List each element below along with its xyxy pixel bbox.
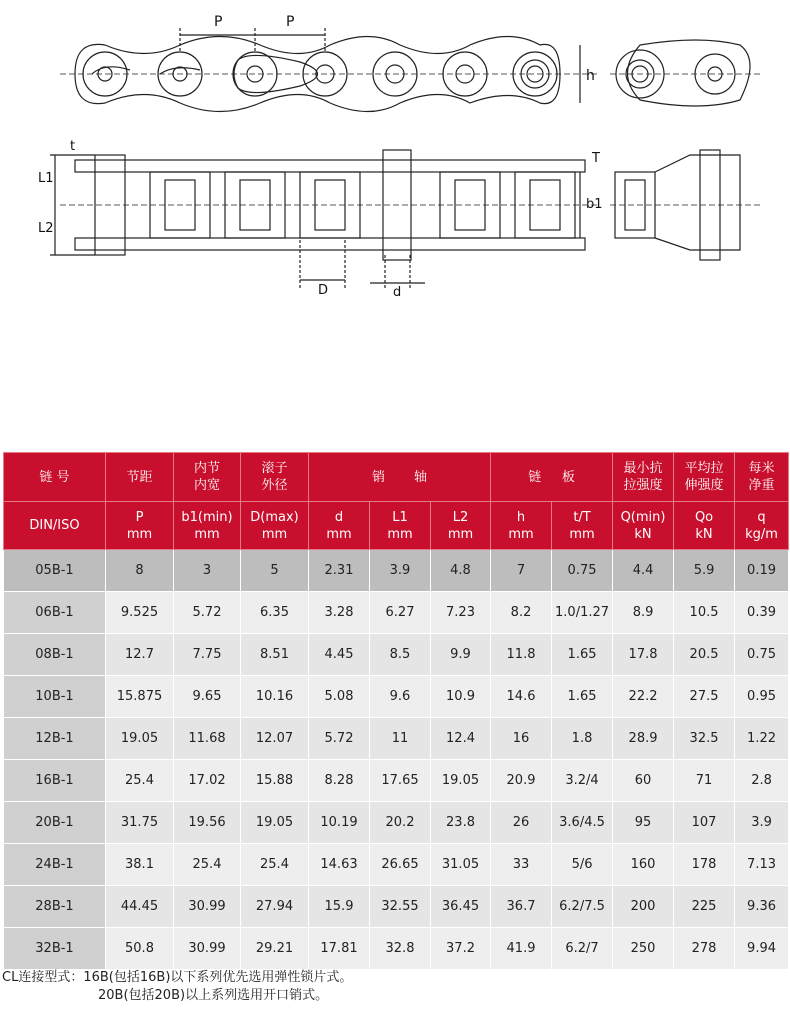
table-cell: 12.07 bbox=[241, 718, 309, 760]
table-cell: 12.4 bbox=[431, 718, 491, 760]
table-body bbox=[4, 550, 789, 970]
label-T: T bbox=[592, 151, 600, 166]
th-inner-width: 内节 内宽 bbox=[174, 453, 241, 502]
cell-model: 28B-1 bbox=[4, 886, 106, 928]
table-cell: 32.5 bbox=[674, 718, 735, 760]
table-cell: 9.525 bbox=[106, 592, 174, 634]
th-d-mm: d mm bbox=[309, 502, 370, 550]
table-cell: 28.9 bbox=[613, 718, 674, 760]
cell-model: 08B-1 bbox=[4, 634, 106, 676]
label-l1: L1 bbox=[38, 171, 54, 186]
table-cell: 17.02 bbox=[174, 760, 241, 802]
label-b1: b1 bbox=[586, 197, 603, 212]
table-cell: 36.7 bbox=[491, 886, 552, 928]
th-plate: 链 板 bbox=[491, 453, 613, 502]
label-pitch-1: P bbox=[214, 14, 223, 30]
th-d-max-mm: D(max) mm bbox=[241, 502, 309, 550]
table-row bbox=[4, 718, 789, 760]
table-cell: 4.45 bbox=[309, 634, 370, 676]
th-p-mm: P mm bbox=[106, 502, 174, 550]
table-cell: 15.9 bbox=[309, 886, 370, 928]
notes bbox=[2, 969, 352, 1005]
table-cell: 0.19 bbox=[735, 550, 789, 592]
table-cell: 225 bbox=[674, 886, 735, 928]
table-row bbox=[4, 844, 789, 886]
table-cell: 41.9 bbox=[491, 928, 552, 970]
table-cell: 2.8 bbox=[735, 760, 789, 802]
table-cell: 7.23 bbox=[431, 592, 491, 634]
table-cell: 20.2 bbox=[370, 802, 431, 844]
table-cell: 14.63 bbox=[309, 844, 370, 886]
table-cell: 32.55 bbox=[370, 886, 431, 928]
table-cell: 1.8 bbox=[552, 718, 613, 760]
table-cell: 4.8 bbox=[431, 550, 491, 592]
table-row bbox=[4, 886, 789, 928]
table-cell: 0.95 bbox=[735, 676, 789, 718]
table-cell: 60 bbox=[613, 760, 674, 802]
table-cell: 2.31 bbox=[309, 550, 370, 592]
table-cell: 25.4 bbox=[174, 844, 241, 886]
table-cell: 8.9 bbox=[613, 592, 674, 634]
table-cell: 5/6 bbox=[552, 844, 613, 886]
table-cell: 5.9 bbox=[674, 550, 735, 592]
table-cell: 10.19 bbox=[309, 802, 370, 844]
table-cell: 31.75 bbox=[106, 802, 174, 844]
header-row-names bbox=[4, 453, 789, 502]
table-cell: 278 bbox=[674, 928, 735, 970]
table-cell: 5 bbox=[241, 550, 309, 592]
table-cell: 14.6 bbox=[491, 676, 552, 718]
table-cell: 8.28 bbox=[309, 760, 370, 802]
table-cell: 50.8 bbox=[106, 928, 174, 970]
table-cell: 17.8 bbox=[613, 634, 674, 676]
table-cell: 10.16 bbox=[241, 676, 309, 718]
cell-model: 24B-1 bbox=[4, 844, 106, 886]
table-cell: 25.4 bbox=[241, 844, 309, 886]
th-min-tensile: 最小抗 拉强度 bbox=[613, 453, 674, 502]
table-cell: 8.5 bbox=[370, 634, 431, 676]
cell-model: 12B-1 bbox=[4, 718, 106, 760]
cell-model: 20B-1 bbox=[4, 802, 106, 844]
table-cell: 1.65 bbox=[552, 634, 613, 676]
table-cell: 7.75 bbox=[174, 634, 241, 676]
table-cell: 1.22 bbox=[735, 718, 789, 760]
table-cell: 29.21 bbox=[241, 928, 309, 970]
table-cell: 20.9 bbox=[491, 760, 552, 802]
table-cell: 6.2/7.5 bbox=[552, 886, 613, 928]
th-l1-mm: L1 mm bbox=[370, 502, 431, 550]
label-l2: L2 bbox=[38, 221, 54, 236]
table-row bbox=[4, 592, 789, 634]
header-row-units bbox=[4, 502, 789, 550]
cell-model: 06B-1 bbox=[4, 592, 106, 634]
table-cell: 19.05 bbox=[431, 760, 491, 802]
table-cell: 5.72 bbox=[174, 592, 241, 634]
table-cell: 9.65 bbox=[174, 676, 241, 718]
th-h-mm: h mm bbox=[491, 502, 552, 550]
table-cell: 33 bbox=[491, 844, 552, 886]
table-row bbox=[4, 676, 789, 718]
table-cell: 20.5 bbox=[674, 634, 735, 676]
table-cell: 11 bbox=[370, 718, 431, 760]
table-cell: 3.9 bbox=[735, 802, 789, 844]
table-cell: 3.9 bbox=[370, 550, 431, 592]
table-cell: 1.65 bbox=[552, 676, 613, 718]
label-roller-d: D bbox=[318, 283, 329, 298]
table-cell: 8.51 bbox=[241, 634, 309, 676]
table-cell: 32.8 bbox=[370, 928, 431, 970]
table-cell: 7 bbox=[491, 550, 552, 592]
table-cell: 0.75 bbox=[552, 550, 613, 592]
table-cell: 25.4 bbox=[106, 760, 174, 802]
table-cell: 160 bbox=[613, 844, 674, 886]
table-cell: 0.39 bbox=[735, 592, 789, 634]
table-cell: 10.9 bbox=[431, 676, 491, 718]
table-cell: 3.28 bbox=[309, 592, 370, 634]
th-pin: 销 轴 bbox=[309, 453, 491, 502]
table-cell: 11.8 bbox=[491, 634, 552, 676]
table-cell: 6.27 bbox=[370, 592, 431, 634]
th-roller-dia: 滚子 外径 bbox=[241, 453, 309, 502]
th-din-iso: DIN/ISO bbox=[4, 502, 106, 550]
table-cell: 5.08 bbox=[309, 676, 370, 718]
table-cell: 6.2/7 bbox=[552, 928, 613, 970]
th-b1-mm: b1(min) mm bbox=[174, 502, 241, 550]
table-row bbox=[4, 550, 789, 592]
table-cell: 200 bbox=[613, 886, 674, 928]
chain-spec-table bbox=[3, 452, 789, 970]
note-line-1: CL连接型式：16B(包括16B)以下系列优先选用弹性锁片式。 bbox=[2, 970, 353, 985]
label-pitch-2: P bbox=[286, 14, 295, 30]
table-cell: 71 bbox=[674, 760, 735, 802]
table-cell: 107 bbox=[674, 802, 735, 844]
table-cell: 19.05 bbox=[241, 802, 309, 844]
table-cell: 9.36 bbox=[735, 886, 789, 928]
cell-model: 32B-1 bbox=[4, 928, 106, 970]
table-cell: 7.13 bbox=[735, 844, 789, 886]
table-cell: 178 bbox=[674, 844, 735, 886]
table-cell: 17.81 bbox=[309, 928, 370, 970]
label-height: h bbox=[586, 68, 595, 84]
table-cell: 27.94 bbox=[241, 886, 309, 928]
table-cell: 10.5 bbox=[674, 592, 735, 634]
table-row bbox=[4, 802, 789, 844]
table-cell: 16 bbox=[491, 718, 552, 760]
table-row bbox=[4, 760, 789, 802]
chain-technical-drawing bbox=[0, 0, 790, 300]
table-cell: 26.65 bbox=[370, 844, 431, 886]
table-cell: 12.7 bbox=[106, 634, 174, 676]
th-weight: 每米 净重 bbox=[735, 453, 789, 502]
table-cell: 36.45 bbox=[431, 886, 491, 928]
table-cell: 1.0/1.27 bbox=[552, 592, 613, 634]
table-row bbox=[4, 928, 789, 970]
label-pin-d: d bbox=[393, 285, 402, 300]
table-cell: 8.2 bbox=[491, 592, 552, 634]
th-pitch: 节距 bbox=[106, 453, 174, 502]
table-cell: 23.8 bbox=[431, 802, 491, 844]
table-cell: 8 bbox=[106, 550, 174, 592]
th-avg-tensile: 平均拉 伸强度 bbox=[674, 453, 735, 502]
table-cell: 3.2/4 bbox=[552, 760, 613, 802]
th-model: 链 号 bbox=[4, 453, 106, 502]
table-cell: 27.5 bbox=[674, 676, 735, 718]
cell-model: 05B-1 bbox=[4, 550, 106, 592]
table-cell: 11.68 bbox=[174, 718, 241, 760]
table-cell: 37.2 bbox=[431, 928, 491, 970]
table-cell: 22.2 bbox=[613, 676, 674, 718]
table-cell: 31.05 bbox=[431, 844, 491, 886]
cell-model: 16B-1 bbox=[4, 760, 106, 802]
table-cell: 5.72 bbox=[309, 718, 370, 760]
table-cell: 26 bbox=[491, 802, 552, 844]
label-t: t bbox=[70, 139, 76, 154]
table-row bbox=[4, 634, 789, 676]
th-q-kn: Q(min) kN bbox=[613, 502, 674, 550]
th-qo-kn: Qo kN bbox=[674, 502, 735, 550]
table-cell: 9.94 bbox=[735, 928, 789, 970]
note-line-2: 20B(包括20B)以上系列选用开口销式。 bbox=[98, 988, 329, 1003]
table-cell: 0.75 bbox=[735, 634, 789, 676]
th-q-kgm: q kg/m bbox=[735, 502, 789, 550]
table-cell: 30.99 bbox=[174, 886, 241, 928]
table-cell: 15.875 bbox=[106, 676, 174, 718]
cell-model: 10B-1 bbox=[4, 676, 106, 718]
table-cell: 19.56 bbox=[174, 802, 241, 844]
th-l2-mm: L2 mm bbox=[431, 502, 491, 550]
table-cell: 4.4 bbox=[613, 550, 674, 592]
table-cell: 9.6 bbox=[370, 676, 431, 718]
table-cell: 19.05 bbox=[106, 718, 174, 760]
table-cell: 3.6/4.5 bbox=[552, 802, 613, 844]
table-cell: 9.9 bbox=[431, 634, 491, 676]
table-cell: 30.99 bbox=[174, 928, 241, 970]
table-cell: 38.1 bbox=[106, 844, 174, 886]
th-tt-mm: t/T mm bbox=[552, 502, 613, 550]
table-cell: 15.88 bbox=[241, 760, 309, 802]
table-cell: 6.35 bbox=[241, 592, 309, 634]
table-cell: 44.45 bbox=[106, 886, 174, 928]
table-cell: 3 bbox=[174, 550, 241, 592]
table-cell: 95 bbox=[613, 802, 674, 844]
table-cell: 17.65 bbox=[370, 760, 431, 802]
table-cell: 250 bbox=[613, 928, 674, 970]
